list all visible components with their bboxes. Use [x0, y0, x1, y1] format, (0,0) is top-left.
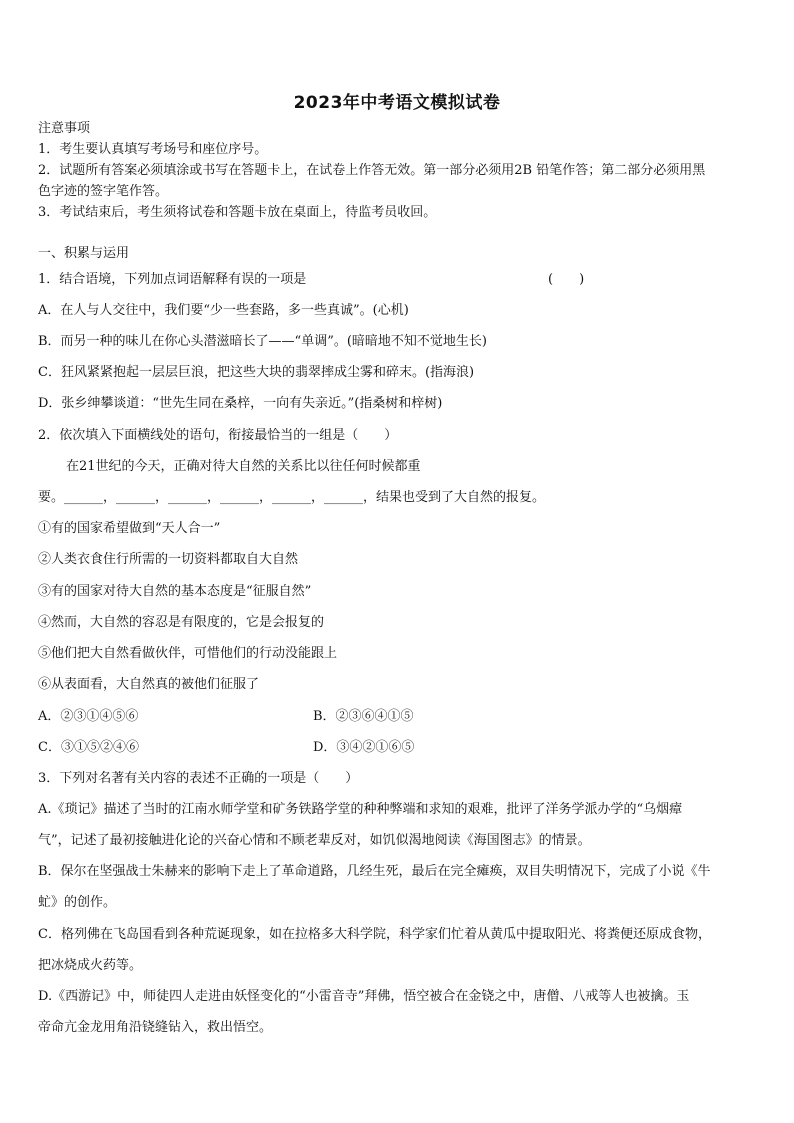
q2-option-a: A．②③①④⑤⑥ [38, 709, 139, 724]
q2-sentence-4: ④然而，大自然的容忍是有限度的，它是会报复的 [38, 615, 325, 630]
q1-option-a: A．在人与人交往中，我们要“少一些套路，多一些真诚”。(心机) [38, 303, 409, 318]
q2-passage-line-2: 要。______，______，______，______，______，______，结果也受到了大自然的报复。 [38, 490, 546, 505]
q2-sentence-6: ⑥从表面看，大自然真的被他们征服了 [38, 677, 260, 692]
q2-option-b: B．②③⑥④①⑤ [313, 709, 414, 724]
q2-sentence-3: ③有的国家对待大自然的基本态度是“征服自然” [38, 584, 312, 599]
notice-item-1: 1．考生要认真填写考场号和座位序号。 [38, 142, 268, 157]
q3-stem: 3．下列对名著有关内容的表述不正确的一项是（ ） [38, 771, 359, 786]
q1-option-b: B．而另一种的味儿在你心头潜滋暗长了——“单调”。(暗暗地不知不觉地生长) [38, 334, 487, 349]
q2-passage-line-1: 在21世纪的今天，正确对待大自然的关系比以往任何时候都重 [66, 459, 421, 474]
q1-option-d: D．张乡绅攀谈道：“世先生同在桑梓，一向有失亲近。”(指桑树和梓树) [38, 396, 443, 411]
page-title: 2023年中考语文模拟试卷 [293, 93, 501, 113]
q1-option-c: C．狂风紧紧抱起一层层巨浪，把这些大块的翡翠摔成尘雾和碎末。(指海浪) [38, 365, 475, 380]
q3-option-d-line-1: D.《西游记》中，师徒四人走进由妖怪变化的“小雷音寺”拜佛，悟空被合在金铙之中，唐僧、八戒等人也被擒。玉 [38, 989, 690, 1004]
q3-option-d-line-2: 帝命亢金龙用角沿铙缝钻入，救出悟空。 [38, 1020, 273, 1035]
section-heading: 一、积累与运用 [38, 246, 130, 261]
notice-item-3: 3．考试结束后，考生须将试卷和答题卡放在桌面上，待监考员收回。 [38, 205, 437, 220]
q1-stem: 1．结合语境，下列加点词语解释有误的一项是 [38, 272, 307, 287]
q3-option-c-line-1: C．格列佛在飞岛国看到各种荒诞现象，如在拉格多大科学院，科学家们忙着从黄瓜中提取阳光、将粪便还原成食物， [38, 927, 711, 942]
q1-answer-paren: ( ) [548, 272, 585, 287]
q3-option-b-line-1: B．保尔在坚强战士朱赫来的影响下走上了革命道路，几经生死，最后在完全瘫痪，双目失明情况下，完成了小说《牛 [38, 864, 711, 879]
q3-option-b-line-2: 虻》的创作。 [38, 895, 117, 910]
q3-option-a-line-2: 气”，记述了最初接触进化论的兴奋心情和不顾老辈反对，如饥似渴地阅读《海国图志》的情景。 [38, 833, 591, 848]
q2-sentence-2: ②人类衣食住行所需的一切资料都取自大自然 [38, 552, 299, 567]
q2-stem: 2．依次填入下面横线处的语句，衔接最恰当的一组是（ ） [38, 428, 398, 443]
q3-option-a-line-1: A.《琐记》描述了当时的江南水师学堂和矿务铁路学堂的种种弊端和求知的艰难，批评了洋务学派办学的“乌烟瘴 [38, 802, 683, 817]
q3-option-c-line-2: 把冰烧成火药等。 [38, 958, 143, 973]
notice-heading: 注意事项 [38, 121, 91, 136]
q2-option-d: D．③④②①⑥⑤ [313, 740, 415, 755]
q2-option-c: C．③①⑤②④⑥ [38, 740, 139, 755]
q2-sentence-5: ⑤他们把大自然看做伙伴，可惜他们的行动没能跟上 [38, 646, 338, 661]
q2-sentence-1: ①有的国家希望做到“天人合一” [38, 521, 221, 536]
notice-item-2-cont: 色字迹的签字笔作答。 [38, 184, 169, 199]
notice-item-2: 2．试题所有答案必须填涂或书写在答题卡上，在试卷上作答无效。第一部分必须用2B 铅笔作答；第二部分必须用黑 [38, 163, 706, 178]
